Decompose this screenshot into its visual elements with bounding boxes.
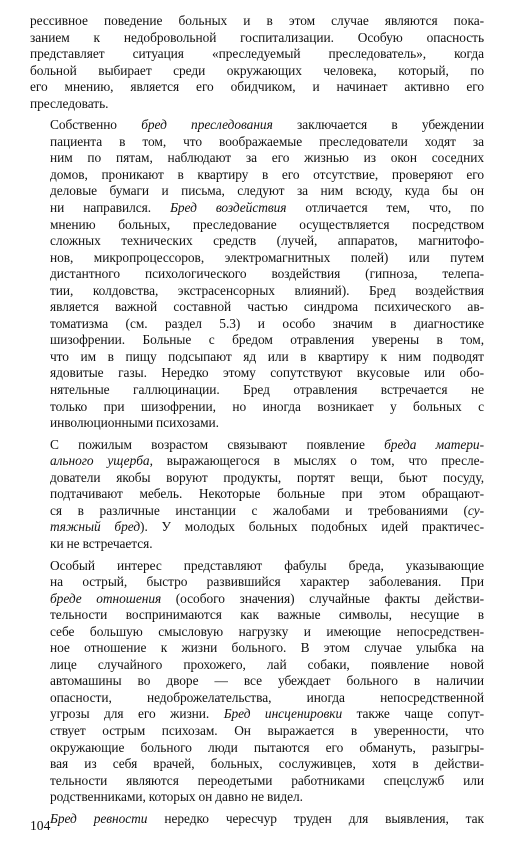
text-run: больной выбирает среди окружающих человека, который, по <box>30 62 484 78</box>
text-run: ное отношение к жизни больного. В этом случае улыбка на <box>50 640 484 656</box>
text-line <box>30 332 484 349</box>
italic-term: бреда матери- <box>384 436 484 452</box>
text-run: опасности, недоброжелательства, иногда непосредственной <box>50 689 484 705</box>
text-line <box>30 382 484 399</box>
text-run: родственниками, которых он давно не видел. <box>50 789 303 805</box>
text-run: Собственно <box>50 117 142 133</box>
text-run: ни направился. <box>50 200 171 216</box>
text-run: Особый интерес представляют фабулы бреда, указывающие <box>50 557 484 573</box>
text-run: себе большую смысловую нагрузку и имеющие непосредствен- <box>50 623 484 639</box>
text-line <box>30 150 484 167</box>
text-line <box>30 233 484 250</box>
text-line <box>30 399 484 416</box>
page-number: 104 <box>30 818 51 833</box>
paragraph <box>30 811 484 828</box>
text-line <box>30 13 484 30</box>
text-run: занием к недобровольной госпитализации. Особую опасность <box>30 29 484 45</box>
text-run: С пожилым возрастом связывают появление <box>50 436 385 452</box>
italic-term: Бред воздействия <box>170 200 287 216</box>
text-line <box>30 437 484 454</box>
text-line <box>30 486 484 503</box>
text-line <box>30 250 484 267</box>
text-run: лице случайного прохожего, лай собаки, появление новой <box>50 656 484 672</box>
text-run: является важной составной частью синдрома психического ав- <box>50 299 484 315</box>
text-run: рессивное поведение больных и в этом случае являются пока- <box>30 13 484 28</box>
text-line <box>30 349 484 366</box>
text-line <box>30 723 484 740</box>
text-run: тельности являются переодетыми работниками спецслужб или <box>50 772 484 788</box>
text-run: что им в пищу подсыпают яд или в квартиру к ним подводят <box>50 348 484 364</box>
text-line <box>30 607 484 624</box>
paragraph <box>30 437 484 553</box>
text-line <box>30 673 484 690</box>
text-run: (особого значения) случайные факты действи- <box>161 590 484 606</box>
text-line <box>30 789 484 806</box>
text-line <box>30 558 484 575</box>
text-run: инволюционными психозами. <box>50 415 219 431</box>
text-line <box>30 299 484 316</box>
paragraph <box>30 117 484 431</box>
body-text <box>30 13 484 827</box>
text-run: нередко чересчур труден для выявления, так <box>147 810 484 826</box>
text-line <box>30 200 484 217</box>
text-run: на острый, быстро развившийся характер заболевания. При <box>50 574 484 590</box>
text-line <box>30 657 484 674</box>
text-line <box>30 756 484 773</box>
text-line <box>30 30 484 47</box>
text-line <box>30 134 484 151</box>
paragraph <box>30 13 484 112</box>
text-line <box>30 519 484 536</box>
text-run: заключается в убеждении <box>272 117 485 133</box>
text-line <box>30 574 484 591</box>
text-line <box>30 640 484 657</box>
text-run: нов, микропроцессоров, электромагнитных полей) или путем <box>50 249 484 265</box>
text-run: шизофрении. Больные с бредом отравления уверены в том, <box>50 332 484 348</box>
text-run: автомашины во дворе — все убеждает больного в наличии <box>50 673 484 689</box>
text-run: отличается тем, что, по <box>286 200 484 216</box>
text-run: ядовитые газы. Нередко этому сопутствуют вкусовые или обо- <box>50 365 484 381</box>
text-run: ки не встречается. <box>50 535 153 551</box>
text-line <box>30 217 484 234</box>
text-line <box>30 266 484 283</box>
text-line <box>30 46 484 63</box>
text-line <box>30 316 484 333</box>
italic-term: бред преследования <box>141 117 273 133</box>
text-run: ). У молодых больных подобных идей практичес- <box>140 519 484 535</box>
text-line <box>30 283 484 300</box>
text-run: представляет ситуация «преследуемый преследователь», когда <box>30 46 484 62</box>
text-run: дователи якобы воруют продукты, портят вещи, бьют посуду, <box>50 469 484 485</box>
text-line <box>30 96 484 113</box>
text-run: дистантного психологического воздействия (гипноза, телепа- <box>50 266 484 282</box>
text-run: тельности воспринимаются как важные символы, несущие в <box>50 607 484 623</box>
text-run: ствует острым психозам. Он выражается в уверенности, что <box>50 722 484 738</box>
text-line <box>30 624 484 641</box>
text-line <box>30 415 484 432</box>
text-run: тии, колдовства, экстрасенсорных влияний). Бред воздействия <box>50 282 484 298</box>
text-run: окружающие больного люди пытаются его обмануть, разыгры- <box>50 739 484 755</box>
text-line <box>30 773 484 790</box>
text-run: ся в различные инстанции с жалобами и требованиями ( <box>50 502 468 518</box>
italic-term: тяжный бред <box>50 519 141 535</box>
text-line <box>30 740 484 757</box>
text-line <box>30 365 484 382</box>
text-line <box>30 470 484 487</box>
text-run: также чаще сопут- <box>342 706 484 722</box>
text-run: угрозы для его жизни. <box>50 706 224 722</box>
text-run: мнению больных, преследование осуществляется посредством <box>50 216 484 232</box>
text-line <box>30 591 484 608</box>
text-run: томатизма (см. раздел 5.3) и особо значим в диагностике <box>50 315 484 331</box>
text-line <box>30 706 484 723</box>
italic-term: бреде отношения <box>50 590 162 606</box>
text-line <box>30 117 484 134</box>
text-run: деловые бумаги и письма, следуют за ним всюду, куда бы он <box>50 183 484 199</box>
text-run: сложных технических средств (лучей, аппаратов, магнитофо- <box>50 233 484 249</box>
text-run: его мнению, является его обидчиком, и начинает активно его <box>30 79 484 95</box>
text-run: ним по пятам, наблюдают за его жизнью из окон соседних <box>50 150 484 166</box>
text-run: , выражающегося в мыслях о том, что пресле- <box>149 453 484 469</box>
text-line <box>30 63 484 80</box>
italic-term: Бред инсценировки <box>223 706 343 722</box>
italic-term: су- <box>467 502 484 518</box>
italic-term: ального ущерба <box>50 453 150 469</box>
text-run: преследовать. <box>30 95 109 111</box>
italic-term: Бред ревности <box>50 810 148 826</box>
text-line <box>30 690 484 707</box>
text-run: подтачивают мебель. Некоторые больные при этом обращают- <box>50 486 484 502</box>
text-line <box>30 167 484 184</box>
text-line <box>30 183 484 200</box>
text-line <box>30 453 484 470</box>
text-line <box>30 503 484 520</box>
text-line <box>30 536 484 553</box>
text-run: нятельные галлюцинации. Бред отравления встречается не <box>50 382 484 398</box>
text-run: только при шизофрении, но иногда возникает у больных с <box>50 398 484 414</box>
paragraph <box>30 558 484 806</box>
text-line <box>30 811 484 828</box>
text-run: вая из себя врачей, больных, сослуживцев, хотя в действи- <box>50 756 484 772</box>
text-run: домов, проникают в квартиру в его отсутствие, проверяют его <box>50 166 484 182</box>
text-line <box>30 79 484 96</box>
text-run: пациента в том, что воображаемые преследователи ходят за <box>50 133 484 149</box>
